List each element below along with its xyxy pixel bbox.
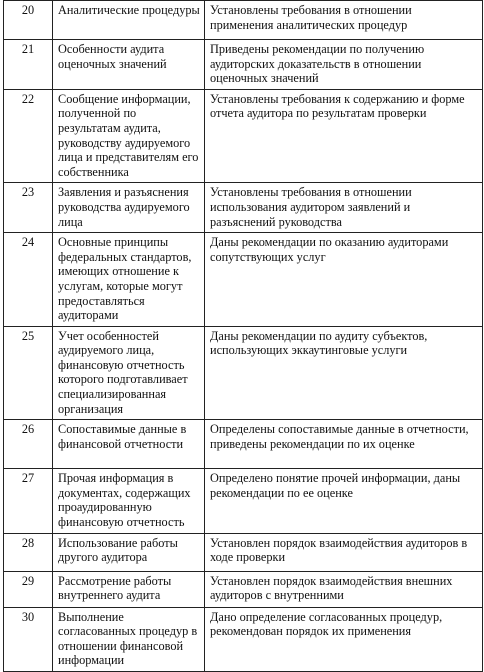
standard-title: Сопоставимые данные в финансовой отчетности	[53, 420, 205, 469]
row-number: 27	[4, 469, 53, 533]
table-row	[4, 89, 483, 183]
standard-description: Дано определение согласованных процедур, рекомендован порядок их применения	[205, 607, 483, 671]
table-row	[4, 183, 483, 233]
standard-description: Определено понятие прочей информации, даны рекомендации по ее оценке	[205, 469, 483, 533]
standard-title: Заявления и разъяснения руководства аудируемого лица	[53, 183, 205, 233]
row-number: 25	[4, 326, 53, 420]
standard-title: Рассмотрение работы внутреннего аудита	[53, 571, 205, 607]
standard-description: Даны рекомендации по аудиту субъектов, использующих эккаутинговые услуги	[205, 326, 483, 420]
standard-description: Установлен порядок взаимодействия аудиторов в ходе проверки	[205, 533, 483, 571]
row-number: 29	[4, 571, 53, 607]
row-number: 21	[4, 40, 53, 90]
standard-description: Установлен порядок взаимодействия внешних аудиторов с внутренними	[205, 571, 483, 607]
standard-title: Учет особенностей аудируемого лица, финансовую отчетность которого подготавливает специализированная организация	[53, 326, 205, 420]
standards-table	[3, 0, 483, 672]
table-row	[4, 469, 483, 533]
standard-description: Установлены требования в отношении применения аналитических процедур	[205, 1, 483, 40]
row-number: 26	[4, 420, 53, 469]
row-number: 28	[4, 533, 53, 571]
standard-title: Использование работы другого аудитора	[53, 533, 205, 571]
table-row	[4, 533, 483, 571]
standard-title: Особенности аудита оценочных значений	[53, 40, 205, 90]
standard-title: Аналитические процедуры	[53, 1, 205, 40]
standard-title: Основные принципы федеральных стандартов, имеющих отношение к услугам, которые могут предоставляться аудиторами	[53, 233, 205, 327]
table-row	[4, 607, 483, 671]
standard-description: Приведены рекомендации по получению аудиторских доказательств в отношении оценочных значений	[205, 40, 483, 90]
row-number: 24	[4, 233, 53, 327]
standard-title: Прочая информация в документах, содержащих проаудированную финансовую отчетность	[53, 469, 205, 533]
standard-description: Установлены требования в отношении использования аудитором заявлений и разъяснений руководства	[205, 183, 483, 233]
table-row	[4, 1, 483, 40]
standard-description: Определены сопоставимые данные в отчетности, приведены рекомендации по их оценке	[205, 420, 483, 469]
table-row	[4, 40, 483, 90]
table-row	[4, 420, 483, 469]
row-number: 30	[4, 607, 53, 671]
standard-description: Установлены требования к содержанию и форме отчета аудитора по результатам проверки	[205, 89, 483, 183]
row-number: 20	[4, 1, 53, 40]
table-row	[4, 233, 483, 327]
table-row	[4, 571, 483, 607]
row-number: 22	[4, 89, 53, 183]
standard-title: Сообщение информации, полученной по результатам аудита, руководству аудируемого лица и представителям его собственника	[53, 89, 205, 183]
row-number: 23	[4, 183, 53, 233]
standard-title: Выполнение согласованных процедур в отношении финансовой информации	[53, 607, 205, 671]
standard-description: Даны рекомендации по оказанию аудиторами сопутствующих услуг	[205, 233, 483, 327]
table-row	[4, 326, 483, 420]
